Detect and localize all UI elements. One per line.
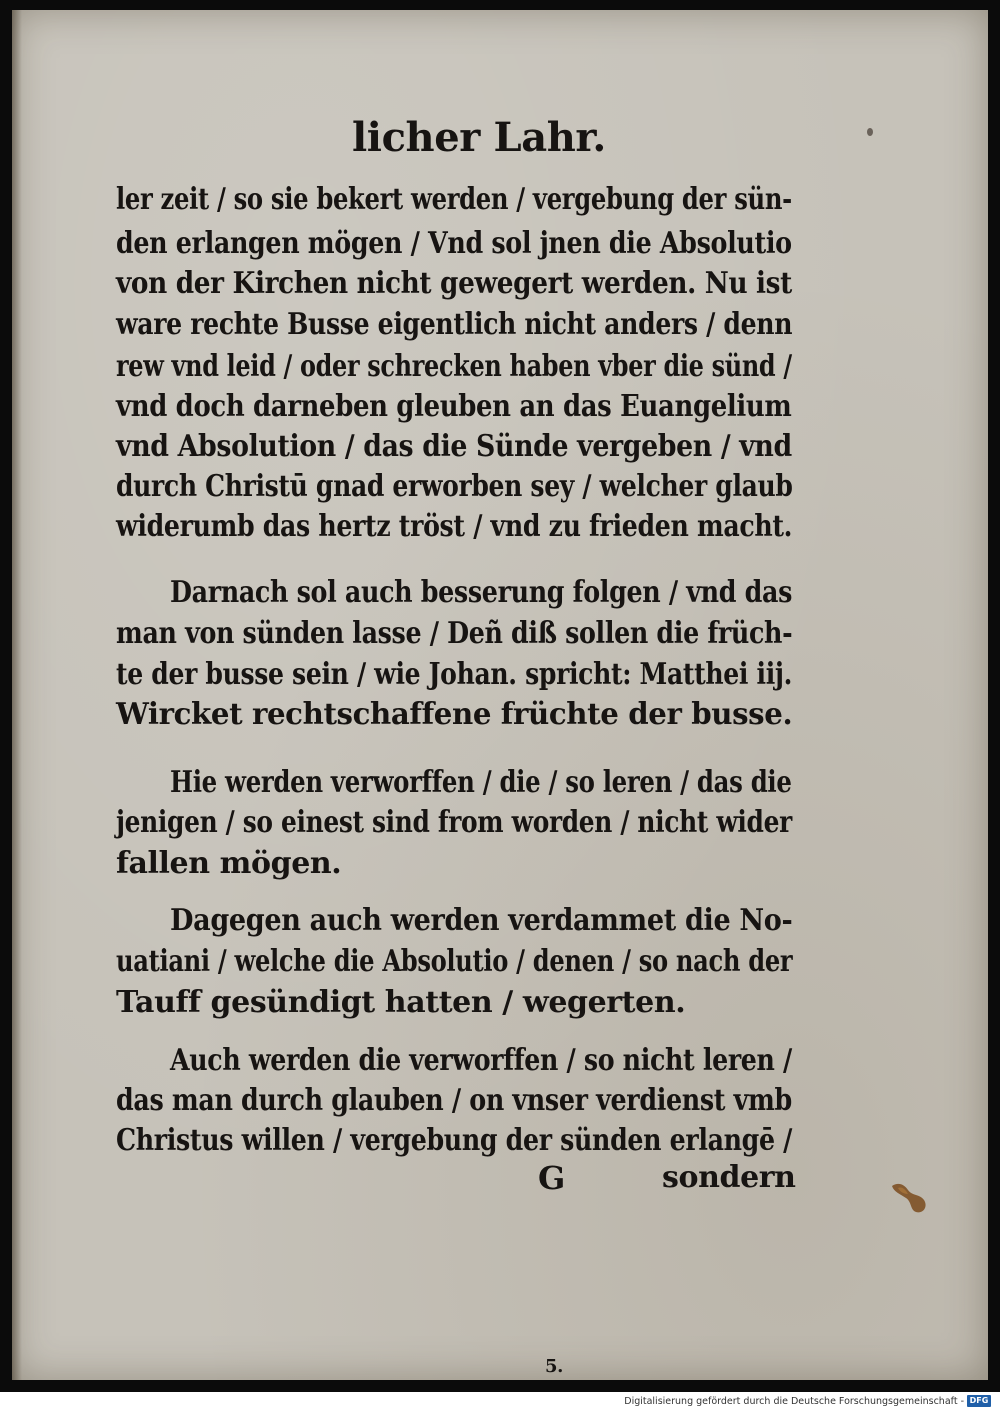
text-line: Dagegen auch werden verdammet die No- — [170, 903, 793, 938]
text-line: Hie werden verworffen / die / so leren / das die — [170, 765, 792, 800]
text-line: vnd Absolution / das die Sünde vergeben / vnd — [116, 429, 792, 464]
signature-mark: G — [538, 1159, 565, 1197]
text-line: man von sünden lasse / Deñ diß sollen die früch- — [116, 616, 793, 651]
text-line: durch Christū gnad erworben sey / welcher glaub — [116, 469, 793, 504]
text-line: rew vnd leid / oder schrecken haben vber die sünd / — [116, 349, 792, 384]
text-line: das man durch glauben / on vnser verdienst vmb — [116, 1083, 792, 1118]
running-head: licher Lahr. — [352, 114, 606, 161]
dfg-logo: DFG — [967, 1395, 991, 1407]
text-line: jenigen / so einest sind from worden / nicht wider — [116, 805, 792, 840]
text-line: Christus willen / vergebung der sünden erlangē / — [116, 1123, 793, 1158]
text-line: Darnach sol auch besserung folgen / vnd das — [170, 575, 793, 610]
text-line: ware rechte Busse eigentlich nicht anders / denn — [116, 307, 793, 342]
text-line: Wircket rechtschaffene früchte der busse. — [116, 697, 793, 732]
ink-stain — [890, 1180, 930, 1216]
digitization-credit: Digitalisierung gefördert durch die Deutsche Forschungsgemeinschaft - — [624, 1396, 964, 1407]
paper-speck — [867, 128, 873, 136]
catchword: sondern — [662, 1160, 796, 1195]
text-line: Auch werden die verworffen / so nicht leren / — [170, 1043, 792, 1078]
text-line: fallen mögen. — [116, 846, 342, 881]
text-line: uatiani / welche die Absolutio / denen / so nach der — [116, 944, 793, 979]
text-line: widerumb das hertz tröst / vnd zu frieden macht. — [116, 509, 793, 544]
text-line: ler zeit / so sie bekert werden / vergebung der sün- — [116, 182, 792, 217]
text-line: te der busse sein / wie Johan. spricht: Matthei iij. — [116, 657, 793, 692]
folio-mark: 5. — [545, 1356, 563, 1377]
text-line: Tauff gesündigt hatten / wegerten. — [116, 985, 686, 1020]
book-page — [12, 10, 988, 1380]
text-line: vnd doch darneben gleuben an das Euangelium — [116, 389, 792, 424]
page-binding-edge — [12, 10, 22, 1380]
text-line: den erlangen mögen / Vnd sol jnen die Absolutio — [116, 226, 792, 261]
text-line: von der Kirchen nicht gewegert werden. Nu ist — [116, 266, 792, 301]
